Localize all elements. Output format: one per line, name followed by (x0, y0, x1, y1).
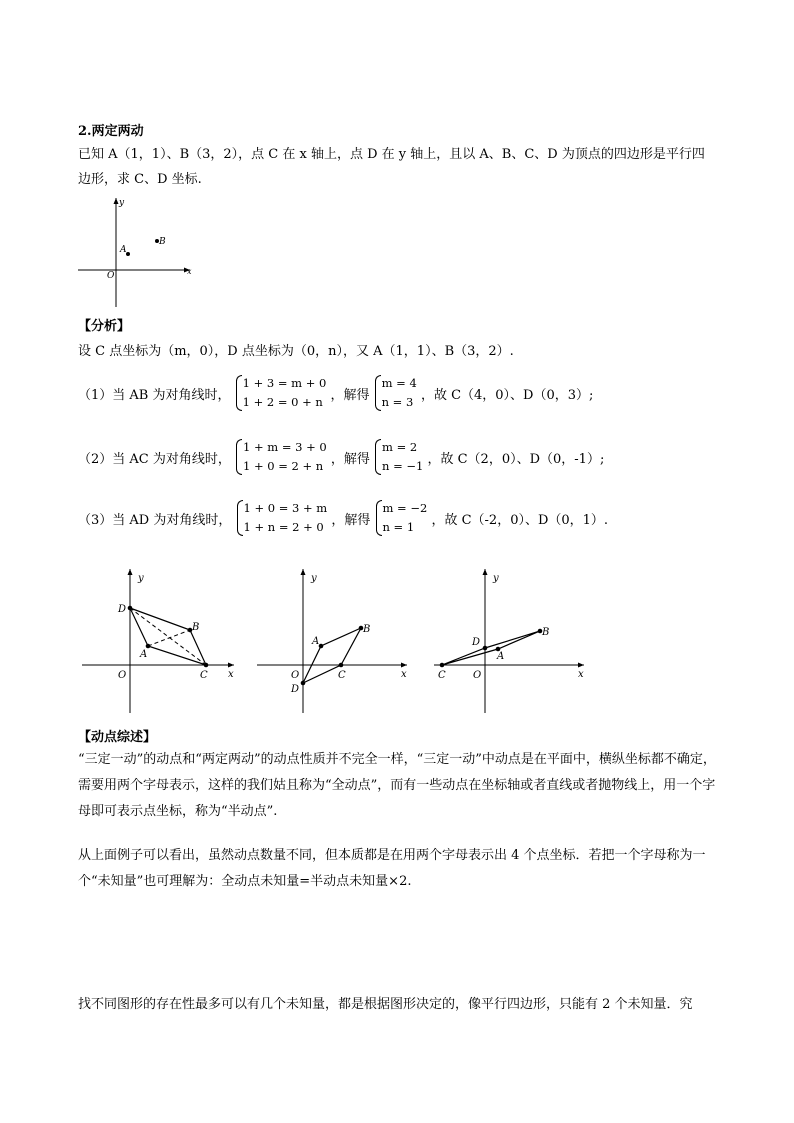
case-2-mid: ，解得 (330, 451, 370, 467)
case-1-equations (235, 374, 327, 412)
case-1 (78, 374, 593, 412)
problem-line-2: 边形，求 C、D 坐标. (78, 172, 202, 187)
fig1-o-label: O (118, 670, 127, 681)
case-2-eq2: 1 + 0 = 2 + n (243, 459, 324, 473)
summary-paragraph-2: 从上面例子可以看出，虽然动点数量不同，但本质都是在用两个字母表示出 4 个点坐标．若把一个字母称为一个“未知量”也可理解为：全动点未知量=半动点未知量×2. (78, 848, 706, 889)
fig2-c-label: C (338, 670, 346, 681)
case-2-eq1: 1 + m = 3 + 0 (243, 440, 327, 454)
fig1-a-label: A (140, 649, 148, 660)
fig3-x-label: x (578, 669, 584, 680)
fig3-point-c (440, 663, 445, 668)
small-b-label: B (159, 237, 166, 247)
fig2-x-arrow (401, 663, 407, 668)
case-3-sol1: m = −2 (382, 501, 428, 515)
fig3-o-label: O (473, 670, 482, 681)
fig2-y-label: y (311, 573, 317, 584)
case-3-equations (236, 499, 328, 537)
case-3-eq1: 1 + 0 = 3 + m (243, 501, 328, 515)
fig3-c-label: C (438, 670, 446, 681)
case-1-mid: ，解得 (330, 387, 370, 403)
figure-case-1 (78, 565, 238, 715)
fig1-point-a (146, 644, 151, 649)
small-coordinate-figure (70, 192, 200, 310)
fig2-point-d (301, 681, 306, 686)
figure-case-3 (430, 565, 590, 715)
fig1-point-c (204, 663, 209, 668)
fig1-diagonal-ab (148, 630, 190, 646)
fig3-d-label: D (472, 637, 481, 648)
fig3-point-d (483, 646, 488, 651)
fig2-y-arrow (301, 569, 306, 575)
small-origin-label: O (107, 271, 115, 281)
fig3-parallelogram (442, 631, 540, 665)
case-1-sol2: n = 3 (381, 395, 414, 409)
fig2-a-label: A (312, 636, 320, 647)
case-1-solution (374, 374, 417, 412)
case-3-solution (375, 499, 428, 537)
fig1-point-d (128, 606, 133, 611)
case-2 (78, 438, 604, 476)
analysis-title: 【分析】 (78, 319, 131, 334)
summary-paragraph-1: “三定一动”的动点和“两定两动”的动点性质并不完全一样，“三定一动”中动点是在平面中，横纵坐标都不确定，需要用两个字母表示，这样的我们姑且称为“全动点”，而有一些动点在坐标轴或者直线或者抛物线上，用一个字母即可表示点坐标，称为“半动点”. (78, 752, 716, 819)
fig2-point-a (319, 644, 324, 649)
fig3-y-label: y (493, 573, 499, 584)
fig1-y-arrow (128, 569, 133, 575)
analysis-intro: 设 C 点坐标为（m，0），D 点坐标为（0，n），又 A（1，1）、B（3，2）. (78, 344, 514, 359)
fig2-x-label: x (401, 669, 407, 680)
summary-title: 【动点综述】 (78, 730, 157, 745)
case-1-result: ，故 C（4，0）、D（0，3）; (420, 387, 594, 403)
fig2-d-label: D (291, 684, 300, 695)
figure-case-2 (253, 565, 413, 715)
fig2-point-c (339, 663, 344, 668)
case-1-sol1: m = 4 (381, 376, 417, 390)
fig3-y-arrow (483, 569, 488, 575)
fig3-x-arrow (578, 663, 584, 668)
small-y-arrow (114, 198, 119, 204)
case-2-sol1: m = 2 (382, 440, 418, 454)
small-point-a (126, 252, 130, 256)
fig1-y-label: y (138, 573, 144, 584)
case-1-prefix: （1）当 AB 为对角线时， (78, 387, 231, 403)
case-3-prefix: （3）当 AD 为对角线时， (78, 512, 232, 528)
fig1-b-label: B (192, 622, 200, 633)
case-3-eq2: 1 + n = 2 + 0 (243, 520, 324, 534)
case-1-eq2: 1 + 2 = 0 + n (242, 395, 323, 409)
small-y-label: y (119, 198, 125, 208)
fig2-b-label: B (363, 624, 371, 635)
case-1-eq1: 1 + 3 = m + 0 (242, 376, 327, 390)
case-2-result: ，故 C（2，0）、D（0，-1）; (427, 451, 605, 467)
fig1-d-label: D (118, 604, 127, 615)
fig1-x-label: x (228, 669, 234, 680)
problem-line-1: 已知 A（1，1）、B（3，2），点 C 在 x 轴上，点 D 在 y 轴上，且以 A、B、C、D 为顶点的四边形是平行四 (78, 147, 705, 162)
fig3-b-label: B (542, 627, 550, 638)
case-2-sol2: n = −1 (382, 459, 424, 473)
case-2-solution (374, 438, 423, 476)
case-3-result: ，故 C（-2，0）、D（0，1）. (431, 512, 609, 528)
small-x-label: x (187, 267, 192, 276)
case-3-mid: ，解得 (331, 512, 371, 528)
case-2-prefix: （2）当 AC 为对角线时， (78, 451, 231, 467)
case-3-sol2: n = 1 (382, 520, 415, 534)
section-heading: 2.两定两动 (78, 124, 144, 139)
small-a-label: A (120, 245, 127, 255)
case-2-equations (235, 438, 327, 476)
fig3-a-label: A (497, 651, 505, 662)
fig2-o-label: O (291, 670, 300, 681)
summary-paragraph-3: 找不同图形的存在性最多可以有几个未知量，都是根据图形决定的，像平行四边形，只能有 2 个未知量．究 (78, 997, 693, 1012)
fig1-c-label: C (200, 670, 208, 681)
fig1-x-arrow (228, 663, 234, 668)
case-3 (78, 499, 608, 537)
